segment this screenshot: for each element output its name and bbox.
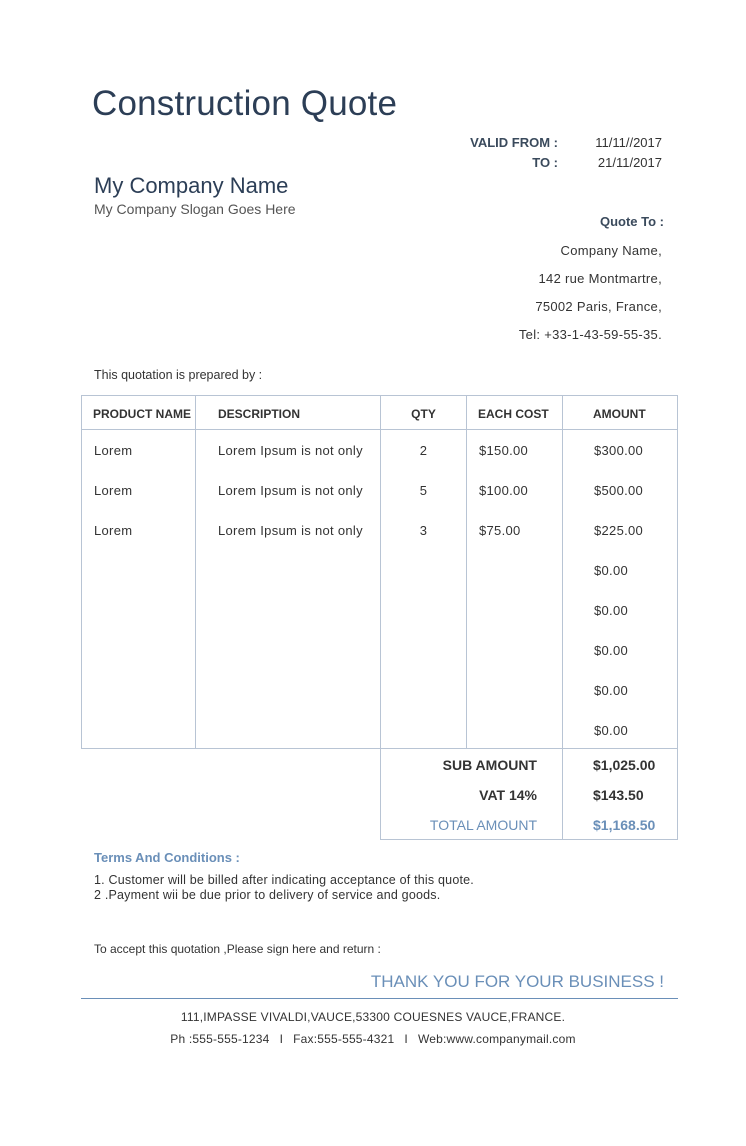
column-divider: [466, 396, 467, 748]
quote-to-label: Quote To :: [599, 214, 664, 229]
document-title: Construction Quote: [92, 84, 398, 123]
row1-amount: $300.00: [594, 443, 644, 458]
company-slogan: My Company Slogan Goes Here: [94, 201, 296, 217]
row3-each-cost: $75.00: [479, 523, 521, 538]
row3-description: Lorem Ipsum is not only: [218, 523, 363, 538]
header-each-cost: EACH COST: [478, 407, 549, 421]
header-amount: AMOUNT: [593, 407, 646, 421]
footer-web: Web:www.companymail.com: [417, 1032, 576, 1046]
terms-heading: Terms And Conditions :: [94, 850, 240, 865]
row1-qty: 2: [419, 443, 428, 458]
row2-description: Lorem Ipsum is not only: [218, 483, 363, 498]
row2-qty: 5: [419, 483, 428, 498]
footer-address: 111,IMPASSE VIVALDI,VAUCE,53300 COUESNES VAUCE,FRANCE.: [180, 1010, 566, 1024]
footer-separator: I: [279, 1032, 284, 1046]
row1-description: Lorem Ipsum is not only: [218, 443, 363, 458]
sub-amount-value: $1,025.00: [593, 757, 656, 773]
terms-line-1: 1. Customer will be billed after indicating acceptance of this quote.: [94, 873, 474, 887]
valid-to-value: 21/11/2017: [597, 155, 662, 170]
accept-instructions: To accept this quotation ,Please sign here and return :: [94, 942, 381, 956]
vat-value: $143.50: [593, 787, 644, 803]
footer-phone: Ph :555-555-1234: [170, 1032, 270, 1046]
row2-product: Lorem: [94, 483, 133, 498]
row1-product: Lorem: [94, 443, 133, 458]
client-street: 142 rue Montmartre,: [538, 271, 662, 286]
valid-from-label: VALID FROM :: [470, 135, 558, 150]
header-description: DESCRIPTION: [218, 407, 301, 421]
prepared-by: This quotation is prepared by :: [94, 368, 263, 382]
totals-box: [380, 749, 678, 840]
row8-amount: $0.00: [594, 723, 629, 738]
valid-to-label: TO :: [532, 155, 558, 170]
row4-amount: $0.00: [594, 563, 629, 578]
terms-line-2: 2 .Payment wii be due prior to delivery of service and goods.: [94, 888, 441, 902]
header-qty: QTY: [411, 407, 436, 421]
row5-amount: $0.00: [594, 603, 629, 618]
row2-amount: $500.00: [594, 483, 644, 498]
client-city: 75002 Paris, France,: [535, 299, 662, 314]
row2-each-cost: $100.00: [479, 483, 529, 498]
row1-each-cost: $150.00: [479, 443, 529, 458]
items-table: [81, 395, 678, 749]
client-company: Company Name,: [560, 243, 662, 258]
sub-amount-label: SUB AMOUNT: [442, 757, 537, 773]
thank-you-message: THANK YOU FOR YOUR BUSINESS !: [370, 972, 664, 991]
column-divider: [562, 396, 563, 748]
valid-from-value: 11/11//2017: [595, 135, 662, 150]
header-product-name: PRODUCT NAME: [93, 407, 191, 421]
row7-amount: $0.00: [594, 683, 629, 698]
row3-qty: 3: [419, 523, 428, 538]
header-divider: [82, 429, 677, 430]
row3-product: Lorem: [94, 523, 133, 538]
client-phone: Tel: +33-1-43-59-55-35.: [518, 327, 662, 342]
footer-separator: I: [404, 1032, 408, 1046]
vat-label: VAT 14%: [479, 787, 537, 803]
footer-fax: Fax:555-555-4321: [293, 1032, 395, 1046]
company-name: My Company Name: [94, 173, 289, 198]
column-divider: [195, 396, 196, 748]
total-amount-value: $1,168.50: [593, 817, 656, 833]
footer-contacts: [0, 1032, 746, 1046]
total-amount-label: TOTAL AMOUNT: [429, 817, 537, 833]
footer-divider: [81, 998, 678, 999]
row6-amount: $0.00: [594, 643, 629, 658]
row3-amount: $225.00: [594, 523, 644, 538]
totals-divider: [562, 749, 563, 839]
